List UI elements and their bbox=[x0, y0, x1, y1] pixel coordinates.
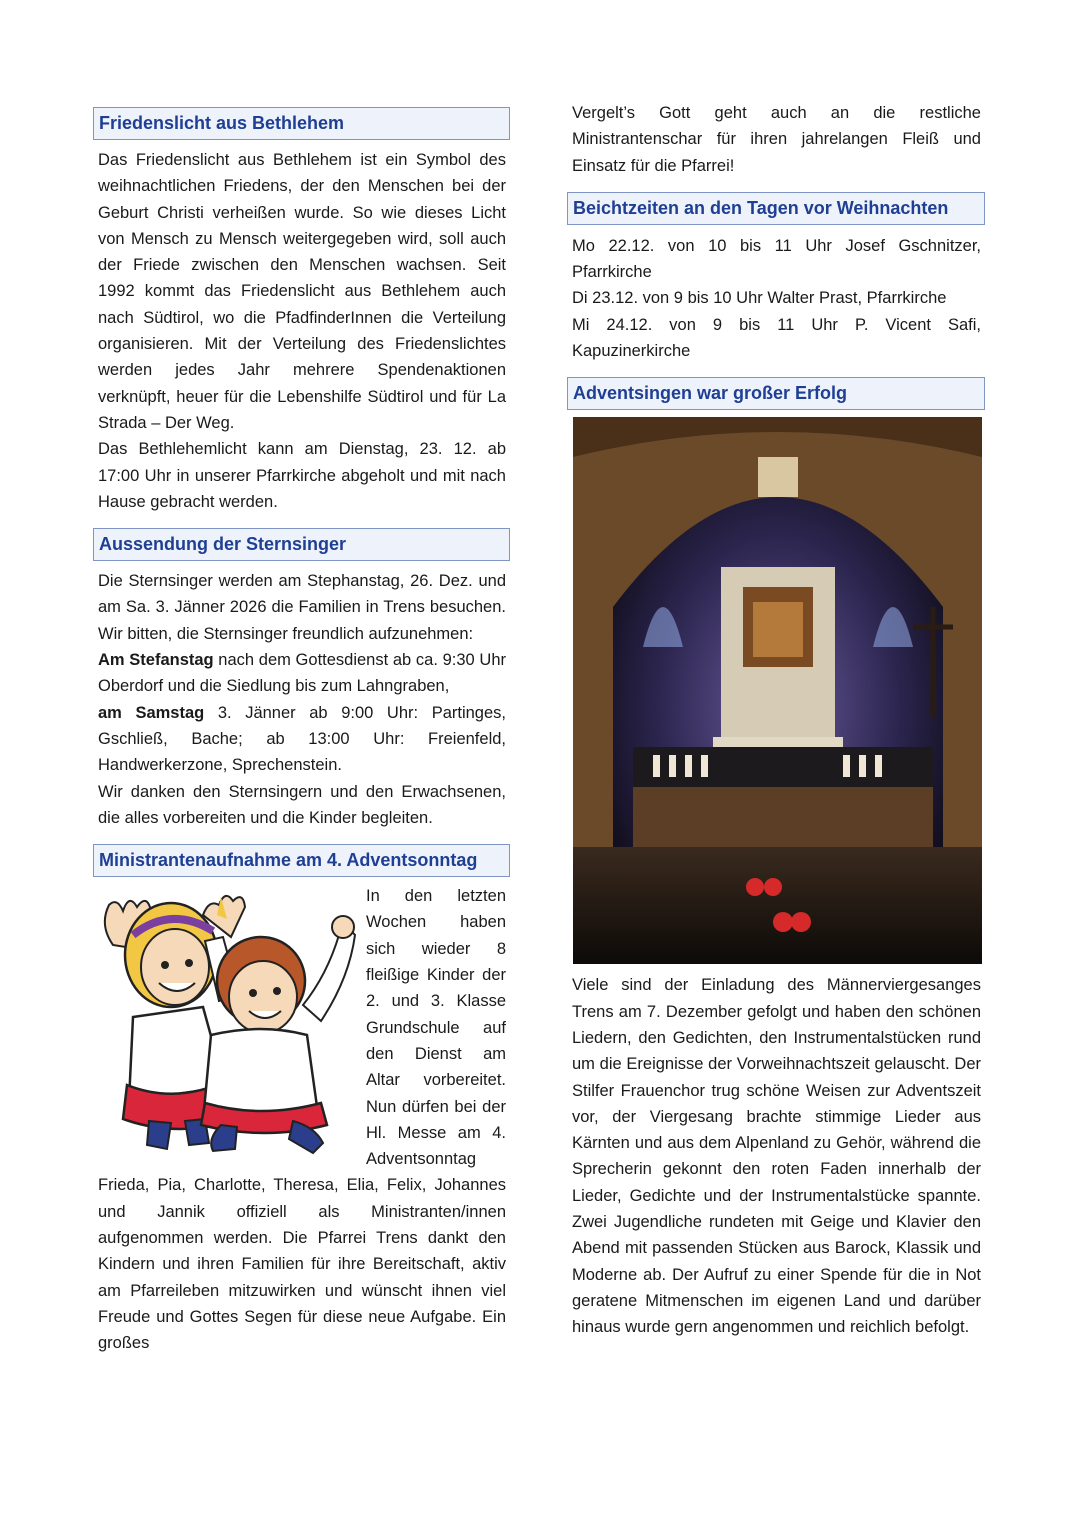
left-column bbox=[93, 100, 510, 1356]
stefanstag-text: nach dem Gottesdienst ab ca. 9:30 Uhr Oberdorf und die Siedlung bis zum Lahngraben, bbox=[98, 651, 506, 696]
continuation-paragraph: Vergelt’s Gott geht auch an die restliche Ministrantenschar für ihren jahrelangen Fleiß und Einsatz für die Pfarrei! bbox=[572, 104, 981, 175]
ministranten-paragraph: In den letzten Wochen haben sich wieder 8 fleißige Kinder der 2. und 3. Klasse Grundschule auf den Dienst am Altar vorbereitet. Nun dürfen bei der Hl. Messe am 4. Adventsonntag Frieda, Pia, Charlotte, Theresa, Elia, Felix, Johannes und Jannik offiziell als Ministranten/innen aufgenommen werden. Die Pfarrei Trens dankt den Kindern und ihren Familien für ihre Bereitschaft, aktiv am Pfarreileben mitzuwirken und wünscht ihnen viel Freude und Gottes Segen für diese neue Aufgabe. Ein großes bbox=[98, 887, 506, 1353]
ministranten-block bbox=[93, 883, 510, 1356]
sternsinger-paragraph-3 bbox=[93, 700, 510, 779]
friedenslicht-paragraph-1: Das Friedenslicht aus Bethlehem ist ein Symbol des weihnachtlichen Friedens, der den Menschen bei der Geburt Christi verheißen wurde. So wie dieses Licht von Mensch zu Mensch weitergegeben wird, soll auch der Friede zwischen den Menschen wachsen. Seit 1992 kommt das Friedenslicht aus Bethlehem auch nach Südtirol, wo die PfadfinderInnen die Verteilung organisieren. Mit der Verteilung des Friedenslichtes werden jedes Jahr mehrere Spendenaktionen verknüpft, heuer für die Lebenshilfe Südtirol und für La Strada – Der Weg. bbox=[98, 151, 506, 432]
samstag-label: am Samstag bbox=[98, 703, 205, 722]
heading-friedenslicht: Friedenslicht aus Bethlehem bbox=[93, 107, 510, 140]
altar-servers-clipart bbox=[93, 885, 358, 1157]
sternsinger-paragraph-1: Die Sternsinger werden am Stephanstag, 26. Dez. und am Sa. 3. Jänner 2026 die Familien in Trens besuchen. Wir bitten, die Sternsinger freundlich aufzunehmen: bbox=[98, 572, 506, 643]
church-photo bbox=[573, 417, 982, 964]
heading-beichtzeiten: Beichtzeiten an den Tagen vor Weihnachten bbox=[567, 192, 985, 225]
beichtzeit-line-3: Mi 24.12. von 9 bis 11 Uhr P. Vicent Safi, Kapuzinerkirche bbox=[572, 315, 981, 361]
adventsingen-paragraph: Viele sind der Einladung des Männerviergesanges Trens am 7. Dezember gefolgt und haben den schönen Liedern, den Gedichten, den Instrumentalstücken rund um die Ereignisse der Vorweihnachtszeit gelauscht. Der Stilfer Frauenchor trug schöne Weisen zur Adventszeit vor, der Viergesang brachte stimmige Lieder aus Kärnten und aus dem Alpenland zu Gehör, während die Sprecherin gekonnt den roten Faden innerhalb der Lieder, Gedichte und der Instrumentalstücke spannte. Zwei Jugendliche rundeten mit Geige und Klavier den Abend mit passenden Stücken aus Barock, Klassik und Moderne ab. Der Aufruf zu einer Spende für die in Not geratene Mitmenschen im eigenen Land und darüber hinaus wurde gern angenommen und reichlich befolgt. bbox=[572, 976, 981, 1337]
heading-sternsinger: Aussendung der Sternsinger bbox=[93, 528, 510, 561]
samstag-text: 3. Jänner ab 9:00 Uhr: Partinges, Gschließ, Bache; ab 13:00 Uhr: Freienfeld, Handwerkerzone, Sprechenstein. bbox=[98, 703, 506, 775]
church-interior-image bbox=[573, 417, 982, 964]
sternsinger-paragraph-4: Wir danken den Sternsingern und den Erwachsenen, die alles vorbereiten und die Kinder begleiten. bbox=[98, 782, 506, 827]
heading-adventsingen: Adventsingen war großer Erfolg bbox=[567, 377, 985, 410]
beichtzeit-line-1: Mo 22.12. von 10 bis 11 Uhr Josef Gschnitzer, Pfarrkirche bbox=[572, 236, 981, 282]
heading-ministranten: Ministrantenaufnahme am 4. Adventsonntag bbox=[93, 844, 510, 877]
friedenslicht-paragraph-2: Das Bethlehemlicht kann am Dienstag, 23. 12. ab 17:00 Uhr in unserer Pfarrkirche abgeholt und mit nach Hause gebracht werden. bbox=[98, 440, 506, 511]
right-column bbox=[567, 100, 985, 1341]
stefanstag-label: Am Stefanstag bbox=[98, 651, 214, 670]
sternsinger-paragraph-2 bbox=[93, 647, 510, 700]
beichtzeit-line-2: Di 23.12. von 9 bis 10 Uhr Walter Prast, Pfarrkirche bbox=[572, 289, 947, 308]
